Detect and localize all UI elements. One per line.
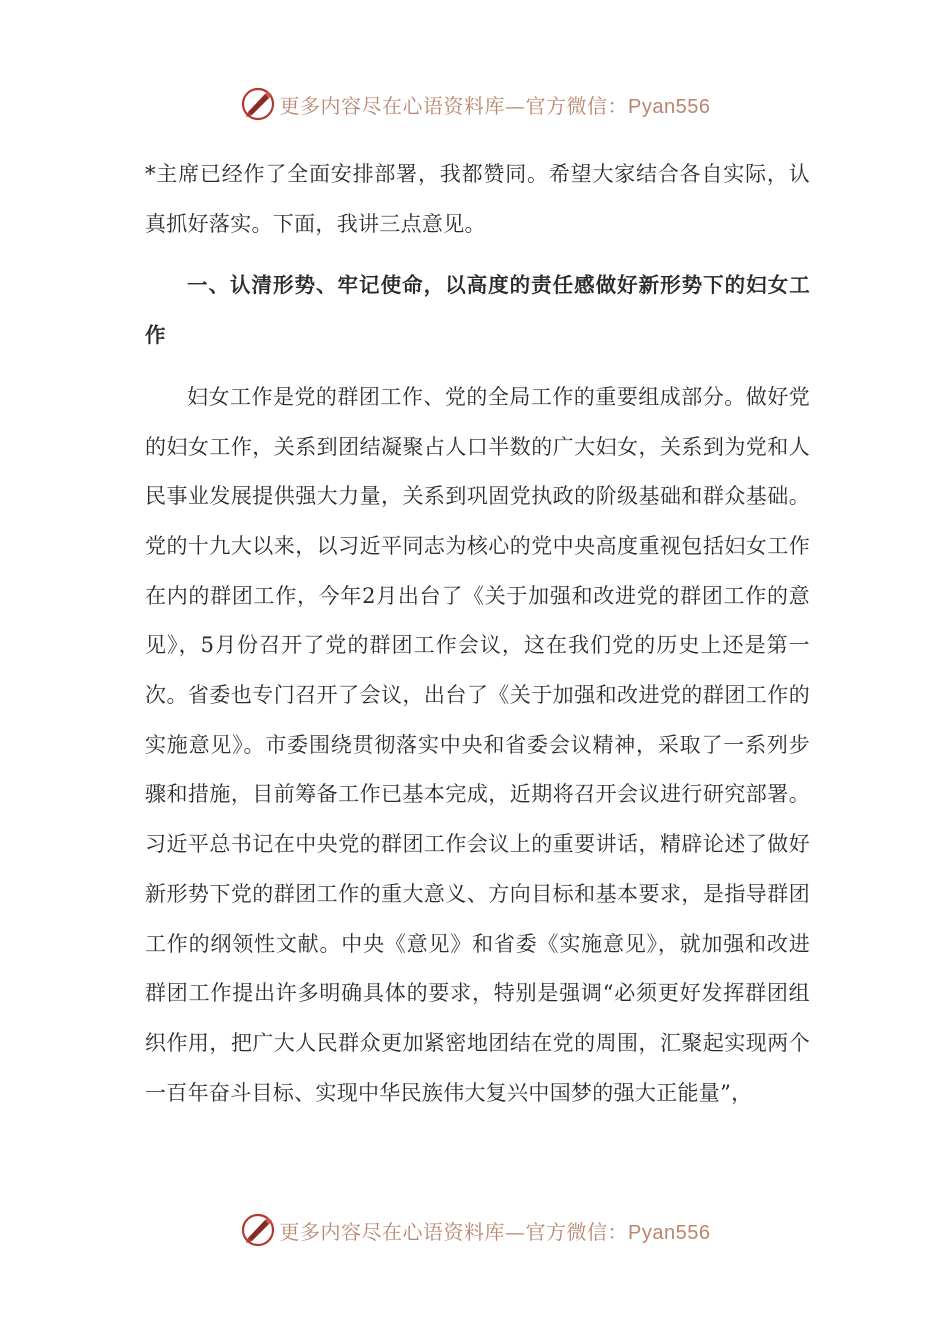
watermark-text: 更多内容尽在心语资料库—官方微信：Pyan556 <box>279 93 711 118</box>
watermark-handle: Pyan556 <box>628 1221 711 1244</box>
intro-paragraph: *主席已经作了全面安排部署，我都赞同。希望大家结合各自实际，认真抓好落实。下面，我讲三点意见。 <box>145 162 810 236</box>
pen-logo-icon <box>240 1212 276 1248</box>
watermark-header <box>0 84 950 124</box>
watermark-handle: Pyan556 <box>628 95 711 118</box>
watermark-text: 更多内容尽在心语资料库—官方微信：Pyan556 <box>279 1219 711 1244</box>
document-body <box>145 150 810 1118</box>
pen-logo-icon <box>240 86 276 122</box>
section-heading: 一、认清形势、牢记使命，以高度的责任感做好新形势下的妇女工作 <box>145 273 810 348</box>
body-paragraph: 妇女工作是党的群团工作、党的全局工作的重要组成部分。做好党的妇女工作，关系到团结凝聚占人口半数的广大妇女，关系到为党和人民事业发展提供强大力量，关系到巩固党执政的阶级基础和群众基础。党的十九大以来，以习近平同志为核心的党中央高度重视包括妇女工作在内的群团工作，今年2月出台了《关于加强和改进党的群团工作的意见》，5月份召开了党的群团工作会议，这在我们党的历史上还是第一次。省委也专门召开了会议，出台了《关于加强和改进党的群团工作的实施意见》。市委围绕贯彻落实中央和省委会议精神，采取了一系列步骤和措施，目前筹备工作已基本完成，近期将召开会议进行研究部署。习近平总书记在中央党的群团工作会议上的重要讲话，精辟论述了做好新形势下党的群团工作的重大意义、方向目标和基本要求，是指导群团工作的纲领性文献。中央《意见》和省委《实施意见》，就加强和改进群团工作提出许多明确具体的要求，特别是强调“必须更好发挥群团组织作用，把广大人民群众更加紧密地团结在党的周围，汇聚起实现两个一百年奋斗目标、实现中华民族伟大复兴中国梦的强大正能量”， <box>145 384 810 1105</box>
watermark-footer <box>0 1210 950 1250</box>
